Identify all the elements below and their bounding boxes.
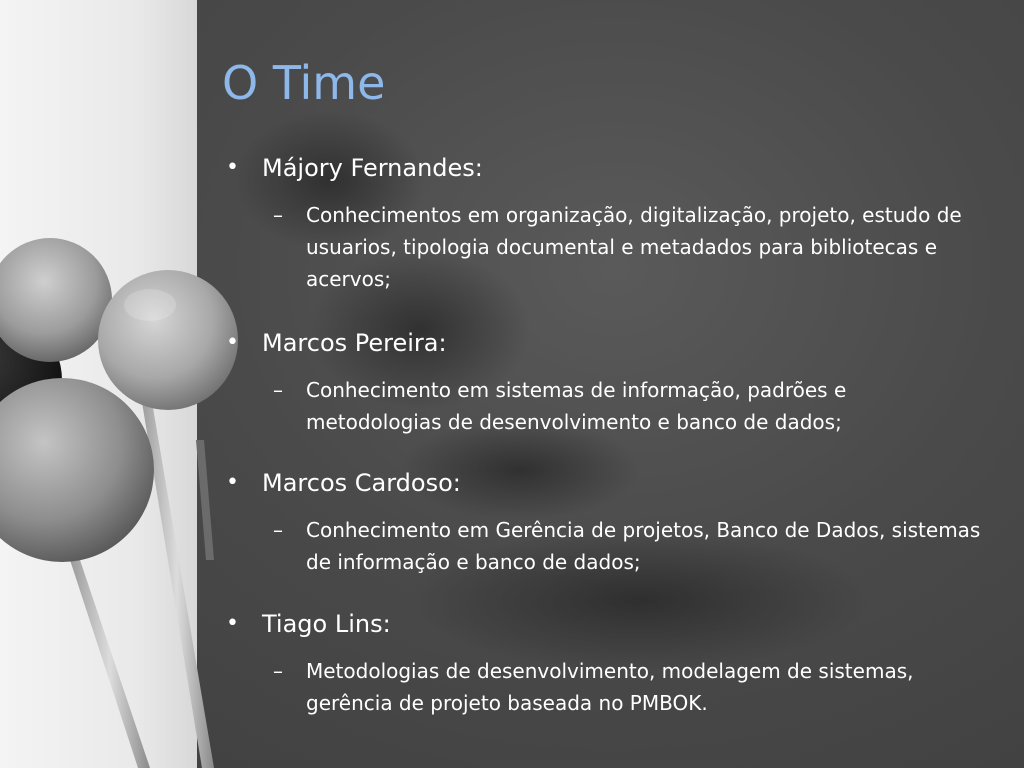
team-member-details [224, 374, 984, 438]
team-member [224, 606, 984, 719]
bullet-icon: • [226, 470, 239, 495]
list-spacer [224, 295, 984, 325]
team-member-name: Marcos Cardoso: [262, 469, 461, 497]
team-member-detail-text: Conhecimento em Gerência de projetos, Banco de Dados, sistemas de informação e banco de dados; [306, 518, 981, 574]
team-member-detail [273, 655, 984, 719]
list-spacer [224, 438, 984, 465]
team-member [224, 465, 984, 578]
bullet-icon: • [226, 330, 239, 355]
team-member-details [224, 655, 984, 719]
team-member [224, 150, 984, 295]
dash-icon: – [273, 518, 283, 542]
team-member-detail [273, 514, 984, 578]
team-member [224, 325, 984, 438]
dash-icon: – [273, 203, 283, 227]
team-member-name: Májory Fernandes: [262, 154, 483, 182]
list-spacer [224, 578, 984, 606]
team-member-detail-text: Conhecimentos em organização, digitalização, projeto, estudo de usuarios, tipologia documental e metadados para bibliotecas e acervos; [306, 203, 962, 291]
team-list [224, 150, 984, 719]
team-member-heading [224, 325, 984, 361]
team-member-name: Marcos Pereira: [262, 329, 447, 357]
bullet-icon: • [226, 611, 239, 636]
bullet-icon: • [226, 155, 239, 180]
dash-icon: – [273, 659, 283, 683]
dash-icon: – [273, 378, 283, 402]
team-member-heading [224, 465, 984, 501]
slide-title: O Time [222, 56, 386, 110]
team-member-heading [224, 606, 984, 642]
team-member-details [224, 514, 984, 578]
team-member-detail-text: Conhecimento em sistemas de informação, padrões e metodologias de desenvolvimento e banco de dados; [306, 378, 847, 434]
team-member-detail [273, 374, 984, 438]
team-member-details [224, 199, 984, 295]
team-member-name: Tiago Lins: [262, 610, 391, 638]
team-member-detail-text: Metodologias de desenvolvimento, modelagem de sistemas, gerência de projeto baseada no PMBOK. [306, 659, 914, 715]
team-member-heading [224, 150, 984, 186]
team-member-detail [273, 199, 984, 295]
